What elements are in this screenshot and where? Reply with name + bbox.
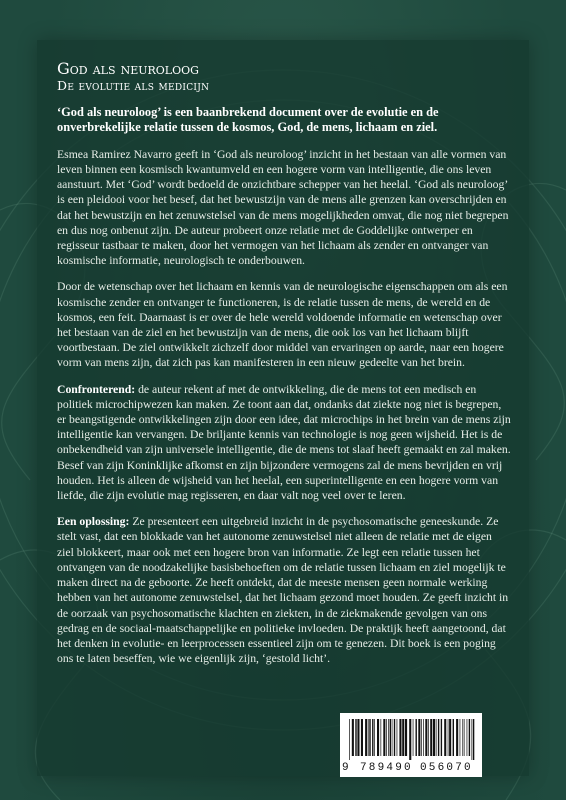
barcode-bar <box>472 719 473 760</box>
barcode-bar <box>399 719 401 756</box>
barcode-bar <box>349 719 350 760</box>
barcode-bar <box>368 719 369 756</box>
barcode-bar <box>473 719 474 760</box>
barcode-bar <box>413 719 414 756</box>
barcode-digits-left: 789490 <box>360 762 413 774</box>
barcode-bar <box>456 719 458 756</box>
barcode-bar <box>365 719 367 756</box>
barcode-bar <box>425 719 427 756</box>
barcode-bar <box>388 719 389 756</box>
solution-text: Ze presenteert een uitgebreid inzicht in de psychosomatische geneeskunde. Ze stelt vast, dat een blokkade van het autonome zenuwstelsel niet alleen de relatie met de eigen ziel blokkeert, maar ook met een hogere bron van informatie. Ze legt een relatie tussen het ontvangen van de noodzakelijke basisbehoeften om de relatie tussen lichaam en ziel mogelijk te maken direct na de geboorte. Ze heeft ontdekt, dat de meeste mensen geen normale werking hebben van het autonome zenuwstelsel, dat het lichaam gezond moet houden. Ze geeft inzicht in de oorzaak van psychosomatische klachten en ziekten, in de ziekmakende gevolgen van ons gedrag en de sociaal-maatschappelijke en politieke invloeden. De praktijk heeft aangetoond, dat het denken in evolutie- en leerprocessen essentieel zijn om te genezen. Dit boek is een poging ons te laten beseffen, wie we eigenlijk zijn, ‘gestold licht’. <box>57 515 509 666</box>
barcode-bar <box>394 719 395 756</box>
barcode-bar <box>467 719 468 756</box>
barcode-bar <box>352 719 354 756</box>
barcode-digits-right: 056070 <box>420 762 473 774</box>
barcode-bar <box>372 719 373 756</box>
barcode-bar <box>428 719 429 756</box>
barcode-bar <box>357 719 359 756</box>
lead-paragraph: ‘God als neuroloog’ is een baanbrekend document over de evolutie en de onverbrekelijke relatie tussen de kosmos, God, de mens, lichaam en ziel. <box>57 105 439 135</box>
barcode-bar <box>441 719 442 756</box>
barcode-bar <box>430 719 432 756</box>
book-title: God als neuroloog <box>57 59 199 78</box>
paragraph-solution <box>57 514 511 666</box>
barcode-bar <box>462 719 463 756</box>
confronting-text: de auteur rekent af met de ontwikkeling, die de mens tot een medisch en politiek microchipwezen kan maken. Ze toont aan dat, ondanks dat ziekte nog niet is begrepen, er beangstigende ontwikkelingen zijn door een idee, dat microchips in het brein van de mens zijn intelligentie kan vervangen. De briljante kennis van technologie is nog geen wijsheid. Het is de onbekendheid van zijn universele intelligentie, die de mens tot slaaf heeft gemaakt en zal maken. Besef van zijn Koninklijke afkomst en zijn bijzondere vermogens zal de mens bevrijden en vrij houden. Het is alleen de wijsheid van het heelal, een superintelligente en een hogere vorm van liefde, die zijn evolutie mag regisseren, en daar valt nog veel over te leren. <box>57 382 511 503</box>
barcode-bar <box>460 719 461 756</box>
barcode-bar <box>453 719 454 756</box>
barcode-bar <box>369 719 370 756</box>
barcode-bar <box>386 719 387 756</box>
barcode-bar <box>449 719 451 756</box>
confronting-label: Confronterend: <box>57 382 136 396</box>
barcode-bar <box>416 719 417 756</box>
isbn-barcode <box>340 713 482 777</box>
barcode-bar <box>436 719 437 756</box>
barcode-bar <box>390 719 391 756</box>
barcode-bar <box>405 719 407 756</box>
barcode-bar <box>409 719 411 760</box>
barcode-bar <box>438 719 439 756</box>
barcode-bar <box>433 719 435 756</box>
barcode-bar <box>374 719 375 756</box>
barcode-bar <box>418 719 420 756</box>
barcode-bar <box>448 719 449 756</box>
barcode-bar <box>464 719 465 756</box>
barcode-bars <box>347 719 475 760</box>
barcode-bar <box>421 719 422 756</box>
barcode-bar <box>397 719 398 756</box>
paragraph-confronting <box>57 382 511 504</box>
paragraph-author-intro: Esmea Ramirez Navarro geeft in ‘God als neuroloog’ inzicht in het bestaan van alle vormen van leven binnen een kosmisch kwantumveld en een hogere vorm van intelligentie, die ons leven aanstuurt. Met ‘God’ wordt bedoeld de onzichtbare schepper van het heelal. ‘God als neuroloog’ is een pleidooi voor het besef, dat het bewustzijn van de mens alle grenzen kan overschrijden en dat het bewustzijn en het zenuwstelsel van de mens mogelijkheden omvat, die nog niet begrepen en dus nog onbenut zijn. De auteur probeert onze relatie met de Goddelijke ontwerper en regisseur tastbaar te maken, door het vermogen van het lichaam als zender en ontvanger van kosmische informatie, neurologisch te onderbouwen. <box>57 147 509 268</box>
barcode-bar <box>377 719 379 756</box>
barcode-bar <box>444 719 446 756</box>
barcode-digit-lead: 9 <box>342 762 349 774</box>
barcode-bar <box>355 719 356 756</box>
barcode-bar <box>392 719 393 756</box>
barcode-bar <box>383 719 385 756</box>
paragraph-science: Door de wetenschap over het lichaam en kennis van de neurologische eigenschappen om als een kosmische zender en ontvanger te functioneren, is de relatie tussen de mens, de wereld en de kosmos, een feit. Daarnaast is er over de hele wereld voldoende informatie en wetenschap over het bestaan van de ziel en het bewustzijn van de mens, die ook los van het lichaam blijft voortbestaan. De ziel ontwikkelt zichzelf door middel van ervaringen op aarde, naar een hogere vorm van mens zijn, dat zich pas kan manifesteren in een nieuw gedeelte van het brein. <box>57 280 508 370</box>
barcode-bar <box>381 719 382 756</box>
barcode-bar <box>361 719 363 756</box>
barcode-bar <box>402 719 404 756</box>
solution-label: Een oplossing: <box>57 515 130 529</box>
barcode-bar <box>469 719 470 756</box>
barcode-bar <box>423 719 424 756</box>
content-area <box>57 60 511 677</box>
book-subtitle: De evolutie als medicijn <box>57 78 210 93</box>
